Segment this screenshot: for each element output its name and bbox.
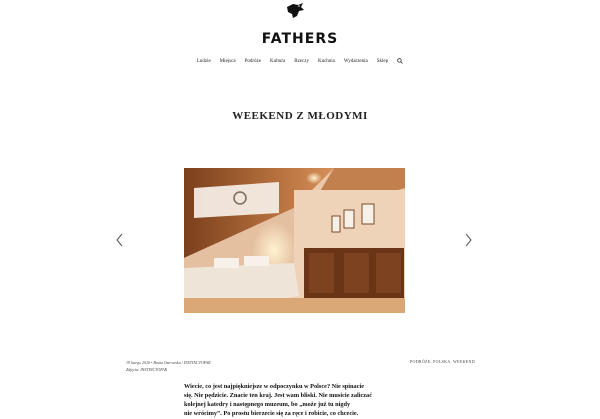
- nav-item-wydarzenia[interactable]: Wydarzenia: [343, 58, 368, 64]
- lead-line: kolejnej katedry i następnego muzeum, bo „może już tu nigdy: [184, 401, 351, 408]
- article-lead: [184, 382, 424, 418]
- lead-line: się. Nie pędzicie. Znacie ten kraj. Jest wam bliski. Nie musicie zaliczać: [184, 392, 372, 399]
- article-title: WEEKEND Z MŁODYMI: [232, 110, 368, 123]
- chevron-right-icon[interactable]: [464, 233, 472, 247]
- brand-wordmark[interactable]: FATHERS: [261, 31, 339, 47]
- nav-item-miejsca[interactable]: Miejsca: [219, 58, 236, 64]
- nav-item-podroze[interactable]: Podróże: [244, 58, 261, 64]
- lead-line: nie wrócimy”. Po prostu bierzecie się za ręce i robicie, co chcecie.: [184, 410, 359, 417]
- article-tags[interactable]: PODRÓŻE, POLSKA, WEEKEND: [410, 359, 475, 364]
- bedroom-photo: [184, 168, 405, 313]
- lead-line: Wiecie, co jest najpiękniejsze w odpoczynku w Polsce? Nie spinacie: [184, 383, 365, 390]
- article-date-author: 19 lutego 2016 • Beata Ostrowska / INSTINCTOFAR: [126, 360, 211, 365]
- nav-item-kultura[interactable]: Kultura: [269, 58, 286, 64]
- nav-item-kuchnia[interactable]: Kuchnia: [317, 58, 335, 64]
- nav-item-sklep[interactable]: Sklep: [376, 58, 389, 64]
- search-icon[interactable]: [397, 58, 403, 64]
- article-meta: [126, 359, 211, 373]
- bird-emblem-icon[interactable]: [284, 1, 306, 21]
- chevron-left-icon[interactable]: [116, 233, 124, 247]
- article-photo-credit: Zdjęcia: INSTINCTOFAR: [126, 367, 168, 372]
- main-nav: [0, 58, 600, 64]
- nav-item-ludzie[interactable]: Ludzie: [196, 58, 211, 64]
- nav-item-rzeczy[interactable]: Rzeczy: [294, 58, 309, 64]
